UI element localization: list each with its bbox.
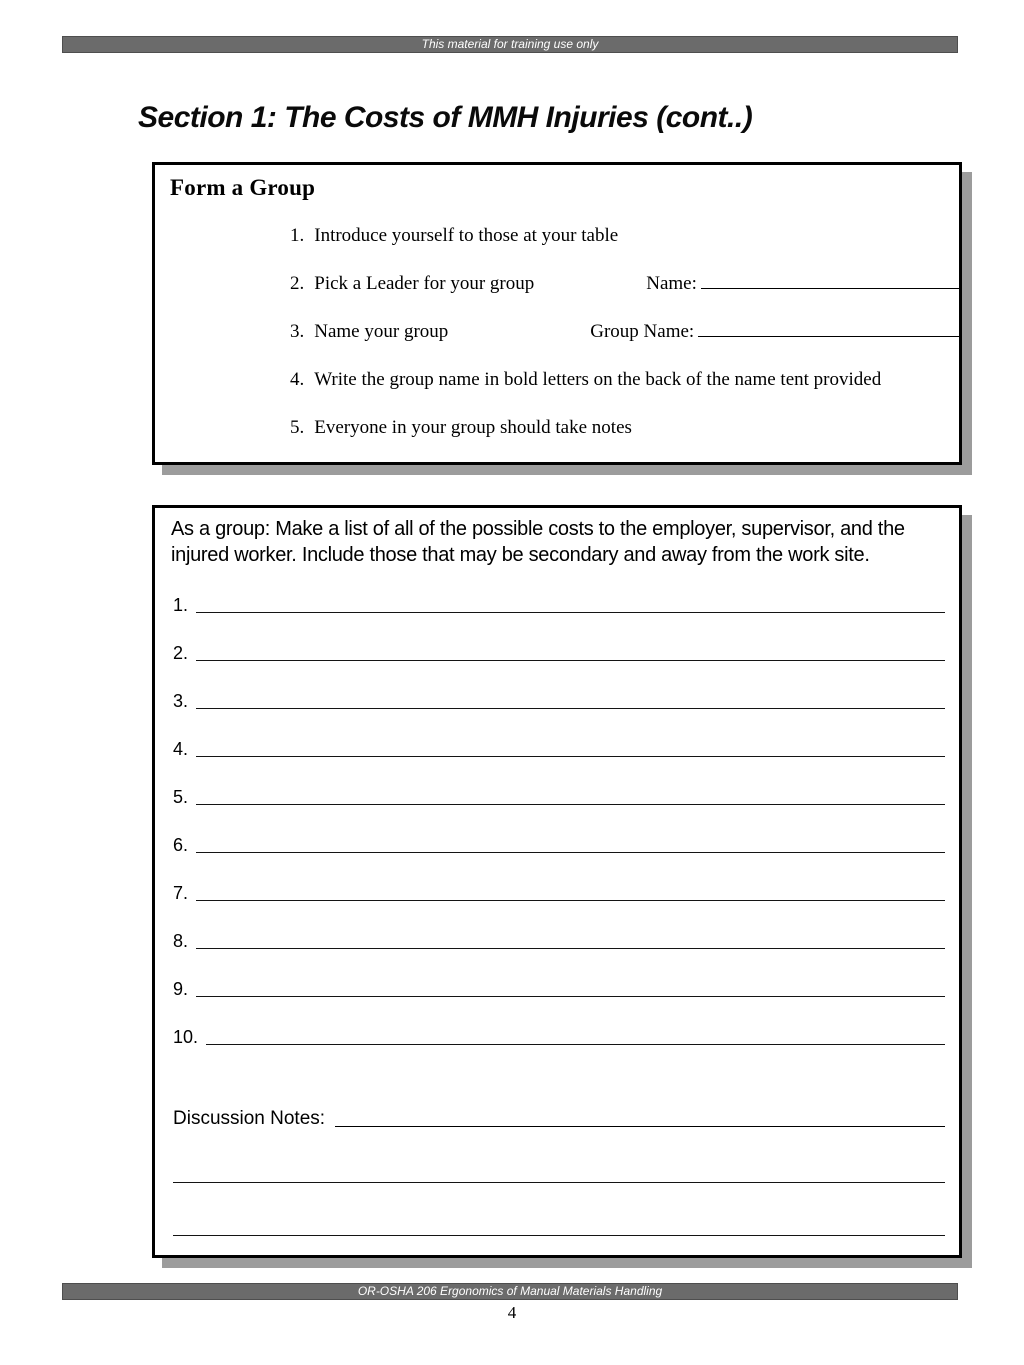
line-number: 6. xyxy=(173,835,189,855)
item-number: 2. xyxy=(290,273,305,294)
line-number: 7. xyxy=(173,883,189,903)
blank-line-row xyxy=(173,664,945,712)
line-number: 1. xyxy=(173,595,189,615)
blank-line-row xyxy=(173,952,945,1000)
blank-line-row xyxy=(173,1000,945,1048)
blank-line-row xyxy=(173,856,945,904)
discussion-notes-row xyxy=(173,1108,945,1130)
write-in-line xyxy=(196,996,945,997)
list-item xyxy=(290,321,959,343)
list-item xyxy=(290,369,959,391)
line-number: 8. xyxy=(173,931,189,951)
list-item xyxy=(290,417,959,439)
line-number: 5. xyxy=(173,787,189,807)
write-in-line xyxy=(335,1126,945,1127)
item-number: 5. xyxy=(290,417,305,438)
write-in-line xyxy=(196,660,945,661)
item-text: Everyone in your group should take notes xyxy=(314,417,632,438)
top-banner: This material for training use only xyxy=(62,36,958,53)
write-in-line xyxy=(196,708,945,709)
list-item xyxy=(290,273,959,295)
bottom-banner: OR-OSHA 206 Ergonomics of Manual Materials Handling xyxy=(62,1283,958,1300)
blank-line-row xyxy=(173,568,945,616)
blank-line-row xyxy=(173,904,945,952)
write-in-line xyxy=(173,1182,945,1183)
page-title: Section 1: The Costs of MMH Injuries (cont..) xyxy=(138,101,753,134)
blank-line-row xyxy=(173,808,945,856)
list-item xyxy=(290,225,959,247)
item-text: Introduce yourself to those at your table xyxy=(314,225,619,246)
cost-list-worksheet-box xyxy=(152,505,962,1258)
line-number: 4. xyxy=(173,739,189,759)
item-number: 4. xyxy=(290,369,305,390)
discussion-notes-label: Discussion Notes: xyxy=(173,1108,326,1129)
line-number: 9. xyxy=(173,979,189,999)
blank-line-row xyxy=(173,712,945,760)
numbered-blank-lines xyxy=(173,568,945,1048)
worksheet-instructions: As a group: Make a list of all of the possible costs to the employer, supervisor, and the injured worker. Include those that may be secondary and away from the work site. xyxy=(171,518,905,566)
item-number: 1. xyxy=(290,225,305,246)
line-number: 2. xyxy=(173,643,189,663)
group-name-field-label: Group Name: xyxy=(590,321,695,342)
form-a-group-heading: Form a Group xyxy=(170,175,316,200)
write-in-line xyxy=(196,948,945,949)
line-number: 10. xyxy=(173,1027,199,1047)
line-number: 3. xyxy=(173,691,189,711)
page-number: 4 xyxy=(507,1303,517,1322)
write-in-line xyxy=(196,852,945,853)
write-in-line xyxy=(173,1235,945,1236)
form-a-group-list xyxy=(290,225,959,439)
name-blank-line xyxy=(701,288,959,289)
item-text: Pick a Leader for your group xyxy=(314,273,535,294)
write-in-line xyxy=(196,612,945,613)
write-in-line xyxy=(206,1044,945,1045)
item-text: Write the group name in bold letters on the back of the name tent provided xyxy=(314,369,882,390)
group-name-blank-line xyxy=(698,336,959,337)
write-in-line xyxy=(196,804,945,805)
blank-line-row xyxy=(173,760,945,808)
item-text: Name your group xyxy=(314,321,449,342)
write-in-line xyxy=(196,756,945,757)
blank-line-row xyxy=(173,616,945,664)
name-field-label: Name: xyxy=(646,273,697,294)
item-number: 3. xyxy=(290,321,305,342)
form-a-group-box xyxy=(152,162,962,465)
write-in-line xyxy=(196,900,945,901)
